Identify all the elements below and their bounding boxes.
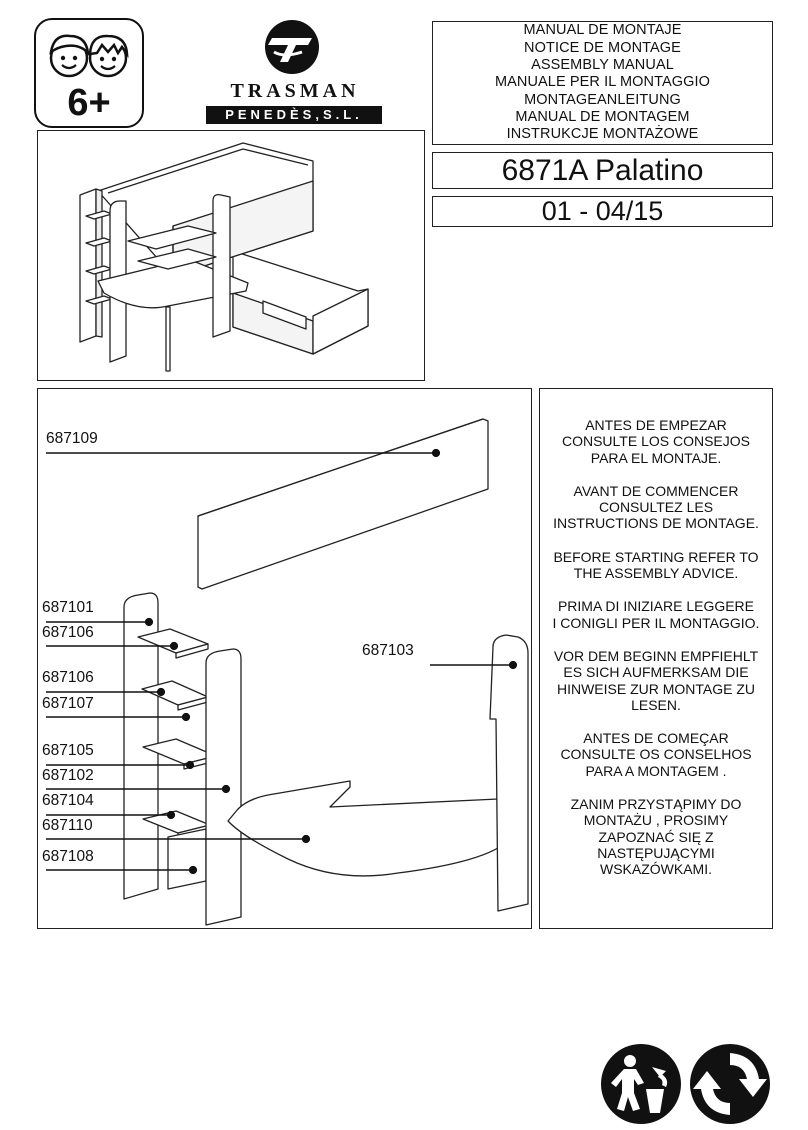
parts-exploded-illustration <box>38 389 531 928</box>
brand-logo <box>200 18 390 128</box>
notice-de: VOR DEM BEGINN EMPFIEHLT ES SICH AUFMERKSAM DIE HINWEISE ZUR MONTAGE ZU LESEN. <box>553 647 759 713</box>
age-label: 6+ <box>67 82 111 124</box>
bunk-bed-illustration <box>38 131 424 380</box>
notice-pt: ANTES DE COMEÇAR CONSULTE OS CONSELHOS PARA A MONTAGEM . <box>560 730 752 779</box>
part-687104: 687104 <box>42 792 94 809</box>
part-687109: 687109 <box>46 430 98 447</box>
part-687110: 687110 <box>42 817 93 834</box>
trasman-logo-icon <box>200 18 390 80</box>
age-badge <box>34 18 144 128</box>
green-dot-icon <box>689 1043 771 1125</box>
part-687107: 687107 <box>42 695 94 712</box>
notice-it: PRIMA DI INIZIARE LEGGERE I CONIGLI PER IL MONTAGGIO. <box>552 598 760 631</box>
notice-pl: ZANIM PRZYSTĄPIMY DO MONTAŻU , PROSIMY ZAPOZNAĆ SIĘ Z NASTĘPUJĄCYMI WSKAZÓWKAMI. <box>570 796 742 878</box>
part-687105: 687105 <box>42 742 94 759</box>
tidyman-recycle-icon <box>600 1043 682 1125</box>
manual-titles-box <box>432 21 773 145</box>
product-name-box <box>432 152 773 189</box>
manual-title-en: ASSEMBLY MANUAL <box>531 57 674 74</box>
product-name: 6871A Palatino <box>501 153 704 187</box>
notice-fr: AVANT DE COMMENCER CONSULTEZ LES INSTRUCTIONS DE MONTAGE. <box>553 482 759 532</box>
manual-title-fr: NOTICE DE MONTAGE <box>524 39 681 56</box>
product-version-box <box>432 196 773 227</box>
part-687108: 687108 <box>42 848 94 865</box>
product-overview-panel <box>37 130 425 381</box>
part-687103: 687103 <box>362 642 414 659</box>
brand-subtitle: PENEDÈS,S.L. <box>206 106 382 124</box>
manual-title-de: MONTAGEANLEITUNG <box>524 91 681 108</box>
manual-title-es: MANUAL DE MONTAJE <box>523 22 682 39</box>
manual-title-it: MANUALE PER IL MONTAGGIO <box>494 74 711 91</box>
assembly-advice-panel <box>539 388 773 929</box>
notice-en: BEFORE STARTING REFER TO THE ASSEMBLY ADVICE. <box>553 548 759 582</box>
kids-faces-icon <box>36 20 142 84</box>
brand-name: TRASMAN <box>230 80 360 102</box>
product-version: 01 - 04/15 <box>541 196 664 226</box>
parts-panel <box>37 388 532 929</box>
notice-es: ANTES DE EMPEZAR CONSULTE LOS CONSEJOS PARA EL MONTAJE. <box>561 417 750 466</box>
manual-title-pl: INSTRUKCJE MONTAŻOWE <box>506 126 699 143</box>
part-687106-lower: 687106 <box>42 669 94 686</box>
part-687106-upper: 687106 <box>42 624 94 641</box>
manual-title-pt: MANUAL DE MONTAGEM <box>515 108 690 125</box>
part-687102: 687102 <box>42 767 94 784</box>
part-687101: 687101 <box>42 599 94 616</box>
